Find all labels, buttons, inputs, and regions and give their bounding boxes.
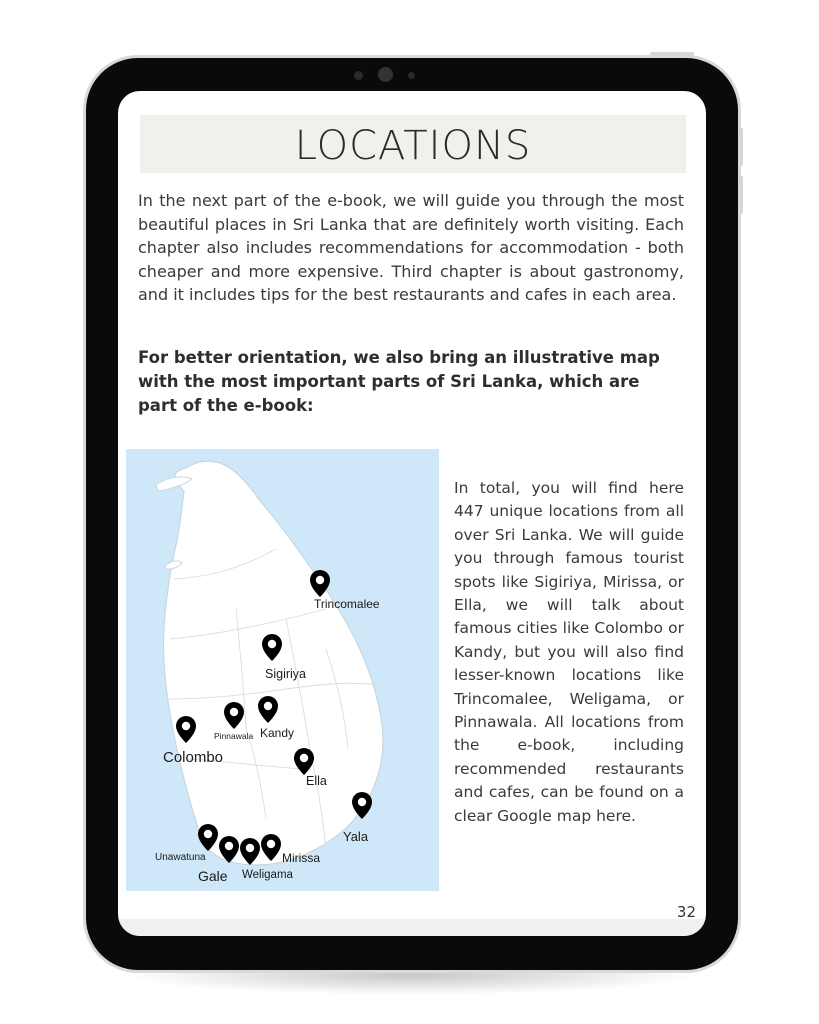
- pin-trincomalee[interactable]: [310, 570, 330, 597]
- top-button: [650, 52, 694, 56]
- page-number: 32: [676, 903, 696, 921]
- intro-paragraph: In the next part of the e-book, we will guide you through the most beautiful places in Sri Lanka that are definitely worth visiting. Each chapter also includes recommendations for accommodation - both cheaper and more expensive. Third chapter is about gastronomy, and it includes tips for the best restaurants and cafes in each area.: [138, 191, 684, 304]
- label-gale: Gale: [198, 868, 228, 884]
- sensor-dot: [354, 71, 363, 80]
- front-camera: [378, 67, 393, 82]
- locations-summary: In total, you will find here 447 unique locations from all over Sri Lanka. We will guide you through famous tourist spots like Sigiriya, Mirissa, or Ella, we will talk about famous cities like Colombo or Kandy, but you will also find lesser-known locations like Trincomalee, Weligama, or Pinnawala. All locations from the e-book, including recommended restaurants and cafes, can be found on a clear Google map here.: [454, 479, 684, 825]
- pin-colombo[interactable]: [176, 716, 196, 743]
- pin-pinnawala[interactable]: [224, 702, 244, 729]
- label-weligama: Weligama: [242, 869, 293, 881]
- pin-unawatuna[interactable]: [198, 824, 218, 851]
- label-mirissa: Mirissa: [282, 851, 320, 865]
- page-title: LOCATIONS: [294, 123, 532, 169]
- label-kandy: Kandy: [260, 726, 295, 740]
- label-yala: Yala: [343, 829, 369, 844]
- pin-ella[interactable]: [294, 748, 314, 775]
- pin-sigiriya[interactable]: [262, 634, 282, 661]
- label-colombo: Colombo: [163, 749, 224, 766]
- title-banner: [140, 115, 686, 173]
- label-pinnawala: Pinnawala: [214, 731, 254, 741]
- pin-weligama[interactable]: [240, 838, 260, 865]
- sensor-dot-small: [408, 72, 415, 79]
- ebook-page: [118, 91, 706, 936]
- pin-mirissa[interactable]: [261, 834, 281, 861]
- sri-lanka-map: [126, 449, 439, 891]
- label-unawatuna: Unawatuna: [155, 852, 206, 863]
- highlight-paragraph: For better orientation, we also bring an illustrative map with the most important parts of Sri Lanka, which are part of the e-book:: [138, 348, 660, 415]
- pin-gale[interactable]: [219, 836, 239, 863]
- page-footer-strip: [118, 919, 706, 936]
- label-sigiriya: Sigiriya: [265, 667, 306, 681]
- pin-yala[interactable]: [352, 792, 372, 819]
- map-pins: [126, 449, 439, 891]
- volume-down-button: [739, 176, 743, 214]
- label-ella: Ella: [306, 774, 327, 788]
- pin-kandy[interactable]: [258, 696, 278, 723]
- volume-up-button: [739, 128, 743, 166]
- label-trincomalee: Trincomalee: [314, 597, 380, 611]
